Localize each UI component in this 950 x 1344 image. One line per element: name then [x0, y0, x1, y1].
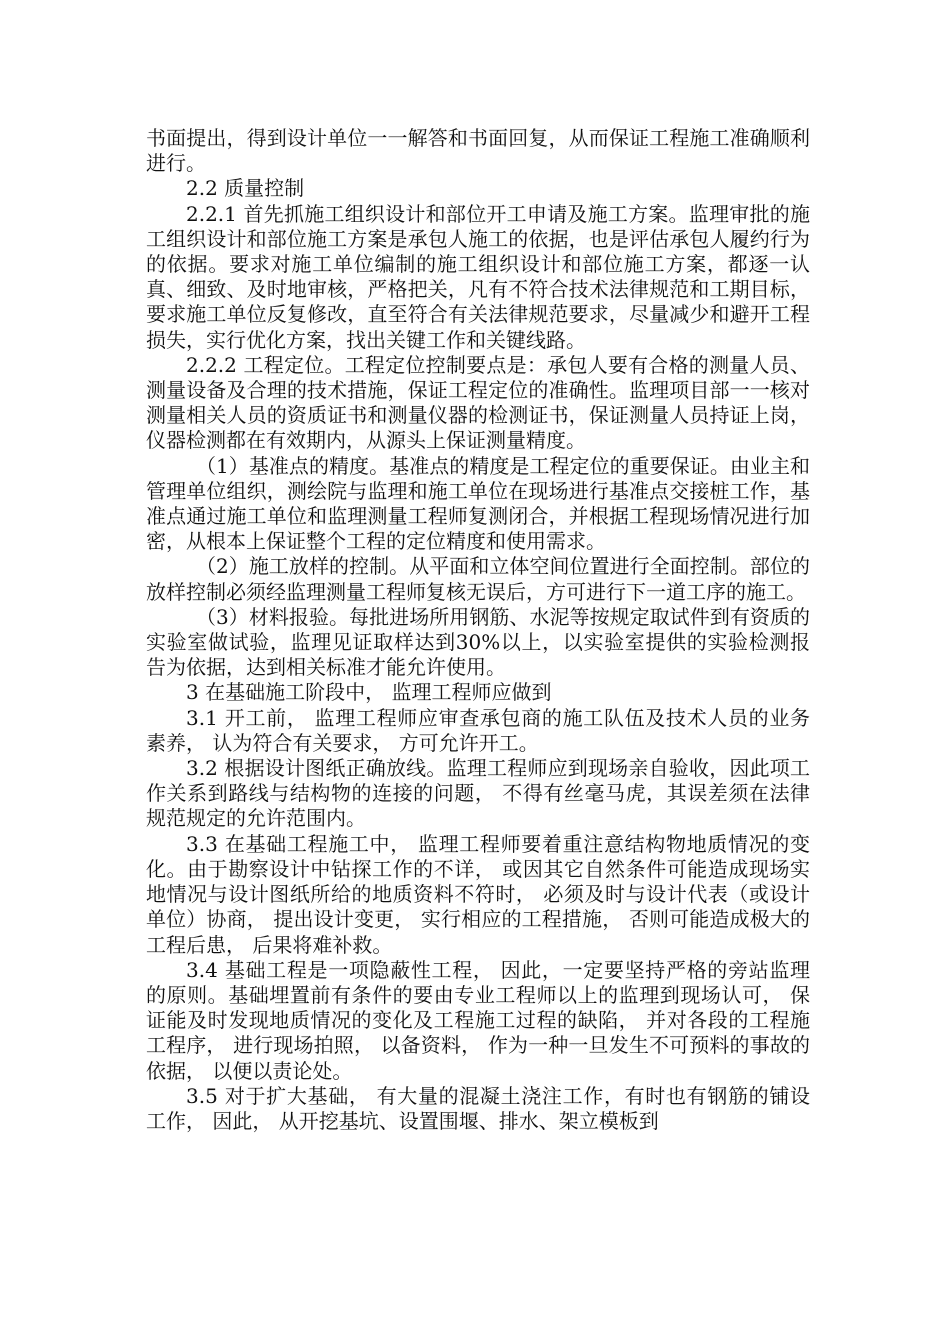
paragraph: 3.3 在基础工程施工中， 监理工程师要着重注意结构物地质情况的变化。由于勘察设计中钻探工作的不详， 或因其它自然条件可能造成现场实地情况与设计图纸所给的地质资料不符时， 必须及时与设计代表（或设计单位）协商， 提出设计变更， 实行相应的工程措施， 否则可能造成极大的工程后患， 后果将难补救。	[146, 831, 810, 957]
paragraph: 书面提出，得到设计单位一一解答和书面回复，从而保证工程施工准确顺利进行。	[146, 126, 810, 176]
section-heading: 3 在基础施工阶段中， 监理工程师应做到	[186, 680, 552, 705]
paragraph: 2.2.2 工程定位。工程定位控制要点是：承包人要有合格的测量人员、测量设备及合理的技术措施，保证工程定位的准确性。监理项目部一一核对测量相关人员的资质证书和测量仪器的检测证书，保证测量人员持证上岗，仪器检测都在有效期内，从源头上保证测量精度。	[146, 352, 810, 453]
paragraph: 3.5 对于扩大基础， 有大量的混凝土浇注工作，有时也有钢筋的铺设工作， 因此， 从开挖基坑、设置围堰、排水、架立模板到	[146, 1083, 810, 1133]
paragraph: 3.4 基础工程是一项隐蔽性工程， 因此，一定要坚持严格的旁站监理的原则。基础埋置前有条件的要由专业工程师以上的监理到现场认可， 保证能及时发现地质情况的变化及工程施工过程的缺陷， 并对各段的工程施工程序， 进行现场拍照， 以备资料， 作为一种一旦发生不可预料的事故的依据， 以便以责论处。	[146, 957, 810, 1083]
document-body	[146, 126, 810, 1134]
list-item: （3）材料报验。每批进场所用钢筋、水泥等按规定取试件到有资质的实验室做试验，监理见证取样达到30%以上，以实验室提供的实验检测报告为依据，达到相关标准才能允许使用。	[146, 604, 810, 680]
section-heading: 2.2 质量控制	[186, 176, 305, 201]
paragraph: 3.1 开工前， 监理工程师应审查承包商的施工队伍及技术人员的业务素养， 认为符合有关要求， 方可允许开工。	[146, 705, 810, 755]
paragraph: 3.2 根据设计图纸正确放线。监理工程师应到现场亲自验收，因此项工作关系到路线与结构物的连接的问题， 不得有丝毫马虎，其误差须在法律规范规定的允许范围内。	[146, 756, 810, 831]
paragraph: 2.2.1 首先抓施工组织设计和部位开工申请及施工方案。监理审批的施工组织设计和部位施工方案是承包人施工的依据，也是评估承包人履约行为的依据。要求对施工单位编制的施工组织设计和部位施工方案，都逐一认真、细致、及时地审核，严格把关，凡有不符合技术法律规范和工期目标，要求施工单位反复修改，直至符合有关法律规范要求，尽量减少和避开工程损失，实行优化方案，找出关键工作和关键线路。	[146, 201, 810, 352]
list-item: （2）施工放样的控制。从平面和立体空间位置进行全面控制。部位的放样控制必须经监理测量工程师复核无误后，方可进行下一道工序的施工。	[146, 554, 810, 604]
list-item: （1）基准点的精度。基准点的精度是工程定位的重要保证。由业主和管理单位组织，测绘院与监理和施工单位在现场进行基准点交接桩工作，基准点通过施工单位和监理测量工程师复测闭合，并根据工程现场情况进行加密，从根本上保证整个工程的定位精度和使用需求。	[146, 453, 810, 554]
